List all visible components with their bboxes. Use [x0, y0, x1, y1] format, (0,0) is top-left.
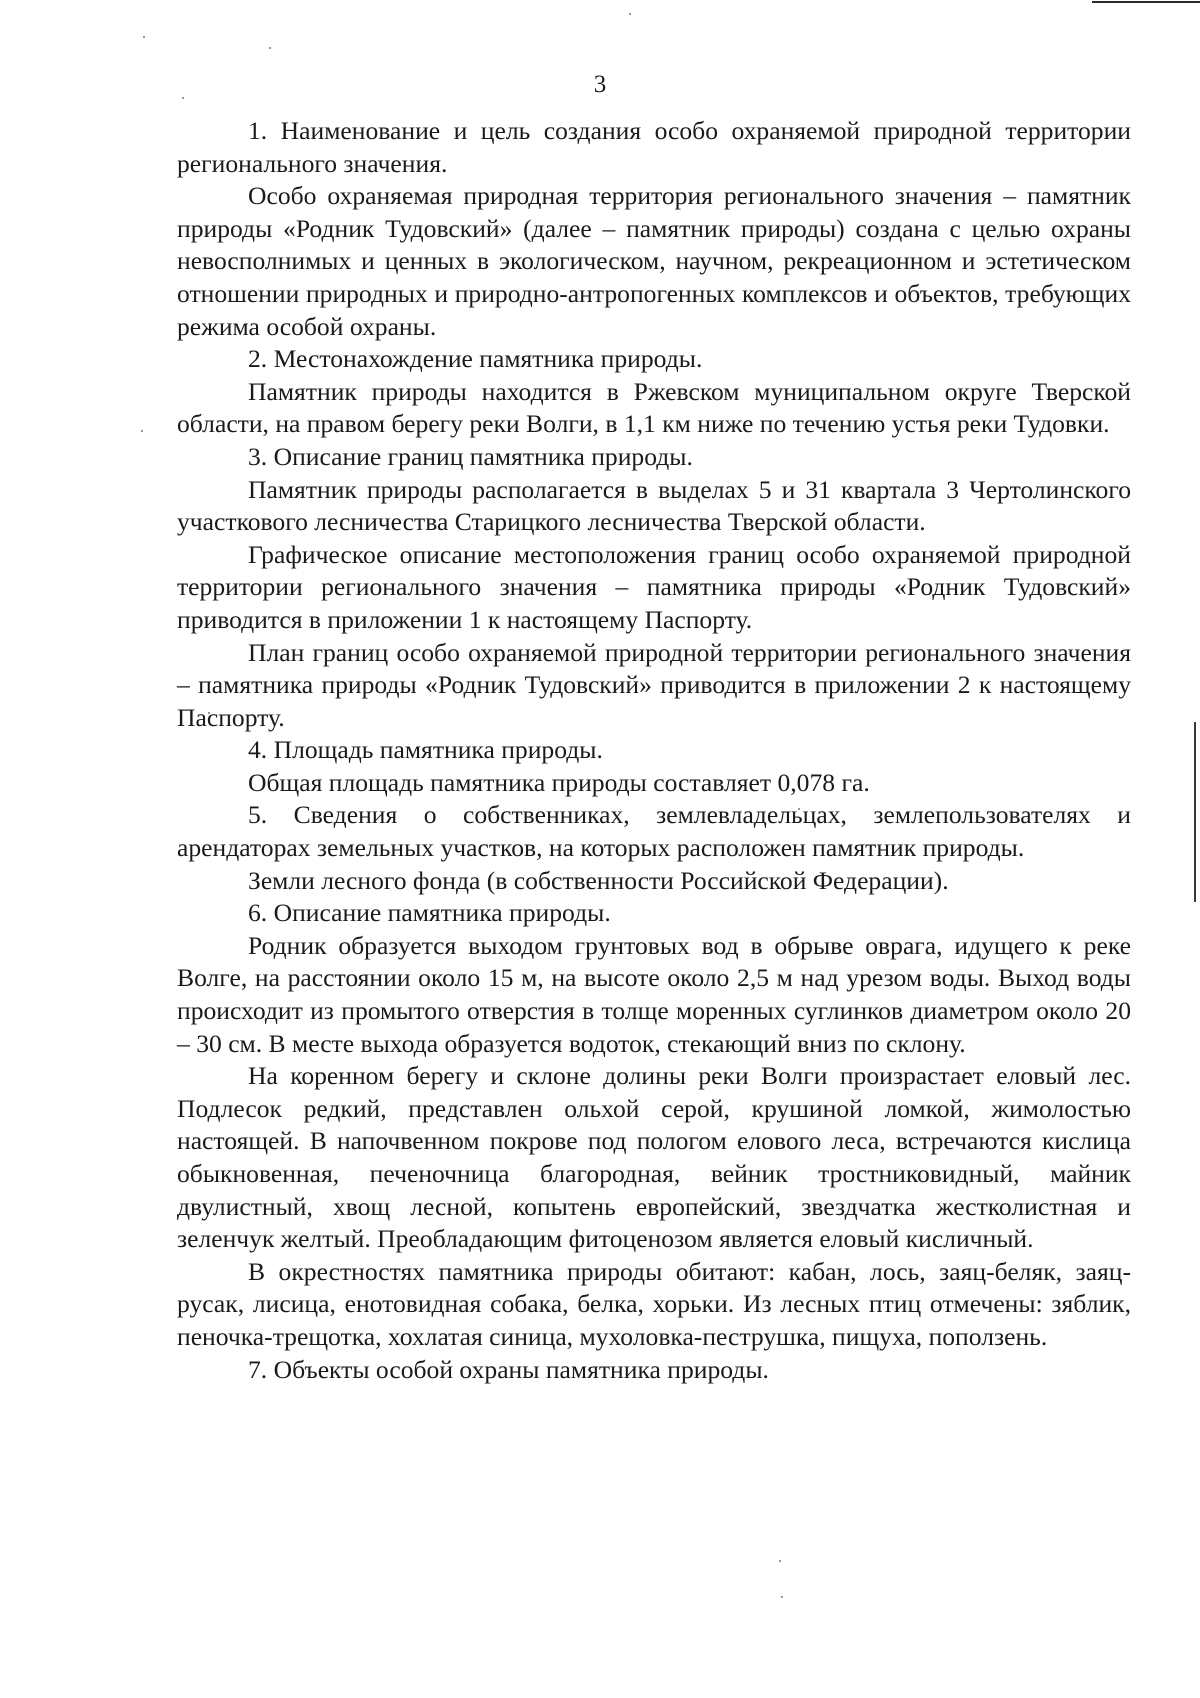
- scan-speck: [143, 36, 145, 38]
- paragraph: Земли лесного фонда (в собственности Российской Федерации).: [248, 865, 949, 895]
- section-heading-3: 3. Описание границ памятника природы.: [248, 441, 693, 471]
- scan-edge-line: [1194, 722, 1196, 902]
- paragraph: На коренном берегу и склоне долины реки Волги произрастает еловый лес. Подлесок редкий, представлен ольхой серой, крушиной ломкой, жимолостью настоящей. В напочвенном покрове под пологом елового леса, встречаются кислица обыкновенная, печеночница благородная, вейник тростниковидный, майник двулистный, хвощ лесной, копытень европейский, звездчатка жестколистная и зеленчук желтый. Преобладающим фитоценозом является еловый кисличный.: [177, 1061, 1131, 1254]
- paragraph: Памятник природы располагается в выделах 5 и 31 квартала 3 Чертолинского участкового лесничества Старицкого лесничества Тверской области.: [177, 474, 1131, 537]
- paragraph: План границ особо охраняемой природной территории регионального значения – памятника природы «Родник Тудовский» приводится в приложении 2 к настоящему Паспорту.: [177, 637, 1131, 732]
- section-heading-2: 2. Местонахождение памятника природы.: [248, 344, 703, 374]
- scan-speck: [141, 430, 143, 432]
- scan-speck: [779, 1560, 781, 1562]
- paragraph: Особо охраняемая природная территория регионального значения – памятник природы «Родник Тудовский» (далее – памятник природы) создана с целью охраны невосполнимых и ценных в экологическом, научном, рекреационном и эстетическом отношении природных и природно-антропогенных комплексов и объектов, требующих режима особой охраны.: [177, 181, 1131, 341]
- section-heading-4: 4. Площадь памятника природы.: [248, 735, 603, 765]
- scan-speck: [781, 1596, 783, 1598]
- paragraph: Общая площадь памятника природы составляет 0,078 га.: [248, 767, 870, 797]
- paragraph: Памятник природы находится в Ржевском муниципальном округе Тверской области, на правом берегу реки Волги, в 1,1 км ниже по течению устья реки Тудовки.: [177, 376, 1131, 439]
- section-heading-6: 6. Описание памятника природы.: [248, 898, 611, 928]
- paragraph: Родник образуется выходом грунтовых вод в обрыве оврага, идущего к реке Волге, на расстоянии около 15 м, на высоте около 2,5 м над урезом воды. Выход воды происходит из промытого отверстия в толще моренных суглинков диаметром около 20 – 30 см. В месте выхода образуется водоток, стекающий вниз по склону.: [177, 930, 1131, 1058]
- paragraph: Графическое описание местоположения границ особо охраняемой природной территории регионального значения – памятника природы «Родник Тудовский» приводится в приложении 1 к настоящему Паспорту.: [177, 539, 1131, 634]
- paragraph: В окрестностях памятника природы обитают: кабан, лось, заяц-беляк, заяц-русак, лисица, енотовидная собака, белка, хорьки. Из лесных птиц отмечены: зяблик, пеночка-трещотка, хохлатая синица, мухоловка-пеструшка, пищуха, поползень.: [177, 1256, 1131, 1351]
- section-heading-5: 5. Сведения о собственниках, землевладельцах, землепользователях и арендаторах земельных участков, на которых расположен памятник природы.: [177, 800, 1131, 863]
- section-heading-1: 1. Наименование и цель создания особо охраняемой природной территории регионального значения.: [177, 116, 1131, 178]
- document-body: [177, 115, 1131, 1386]
- page-number: 3: [593, 71, 607, 98]
- scan-speck: [629, 13, 631, 15]
- section-heading-7: 7. Объекты особой охраны памятника природы.: [248, 1354, 769, 1384]
- scan-edge-line: [1092, 1, 1200, 3]
- scan-speck: [269, 47, 271, 49]
